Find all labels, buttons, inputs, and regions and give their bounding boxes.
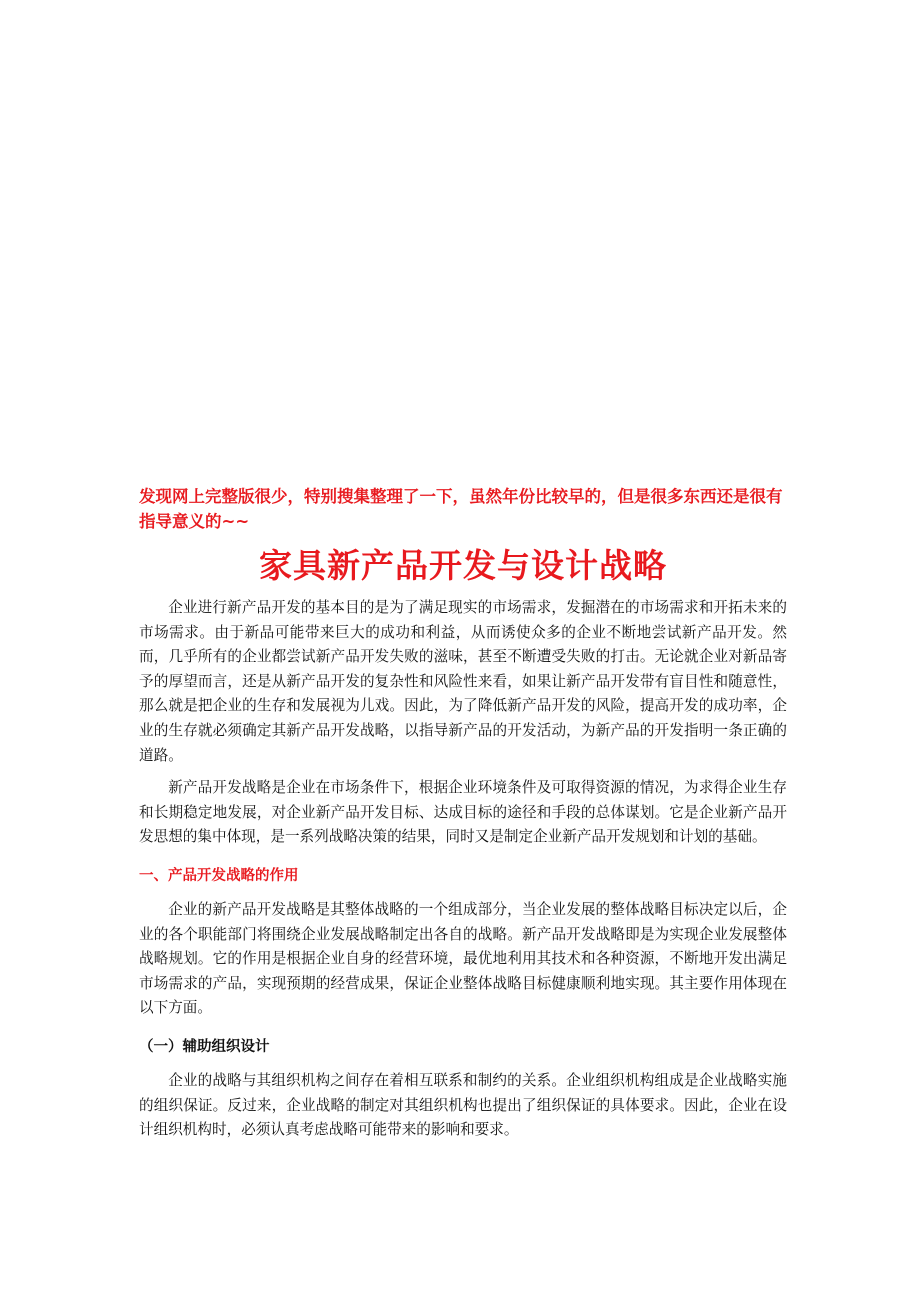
document-page [139,484,787,1151]
subsection-paragraph: 企业的战略与其组织机构之间存在着相互联系和制约的关系。企业组织机构组成是企业战略实施的组织保证。反过来，企业战略的制定对其组织机构也提出了组织保证的具体要求。因此，企业在设计组织机构时，必须认真考虑战略可能带来的影响和要求。 [139,1071,787,1139]
subsection-heading: （一）辅助组织设计 [139,1038,270,1055]
intro-paragraph-1: 企业进行新产品开发的基本目的是为了满足现实的市场需求，发掘潜在的市场需求和开拓未来的市场需求。由于新品可能带来巨大的成功和利益，从而诱使众多的企业不断地尝试新产品开发。然而，几乎所有的企业都尝试新产品开发失败的滋味，甚至不断遭受失败的打击。无论就企业对新品寄予的厚望而言，还是从新产品开发的复杂性和风险性来看，如果让新产品开发带有盲目性和随意性，那么就是把企业的生存和发展视为儿戏。因此，为了降低新产品开发的风险，提高开发的成功率，企业的生存就必须确定其新产品开发战略，以指导新产品的开发活动，为新产品的开发指明一条正确的道路。 [139,599,787,764]
red-note: 发现网上完整版很少，特别搜集整理了一下，虽然年份比较早的，但是很多东西还是很有指导意义的~~ [139,487,783,531]
intro-paragraph-2: 新产品开发战略是企业在市场条件下，根据企业环境条件及可取得资源的情况，为求得企业生存和长期稳定地发展，对企业新产品开发目标、达成目标的途径和手段的总体谋划。它是企业新产品开发思想的集中体现，是一系列战略决策的结果，同时又是制定企业新产品开发规划和计划的基础。 [139,779,787,846]
document-title: 家具新产品开发与设计战略 [259,546,667,585]
section-paragraph: 企业的新产品开发战略是其整体战略的一个组成部分，当企业发展的整体战略目标决定以后，企业的各个职能部门将围绕企业发展战略制定出各自的战略。新产品开发战略即是为实现企业发展整体战略规划。它的作用是根据企业自身的经营环境，最优地利用其技术和各种资源，不断地开发出满足市场需求的产品，实现预期的经营成果，保证企业整体战略目标健康顺利地实现。其主要作用体现在以下方面。 [139,900,787,1017]
section-heading: 一、产品开发战略的作用 [139,867,299,884]
